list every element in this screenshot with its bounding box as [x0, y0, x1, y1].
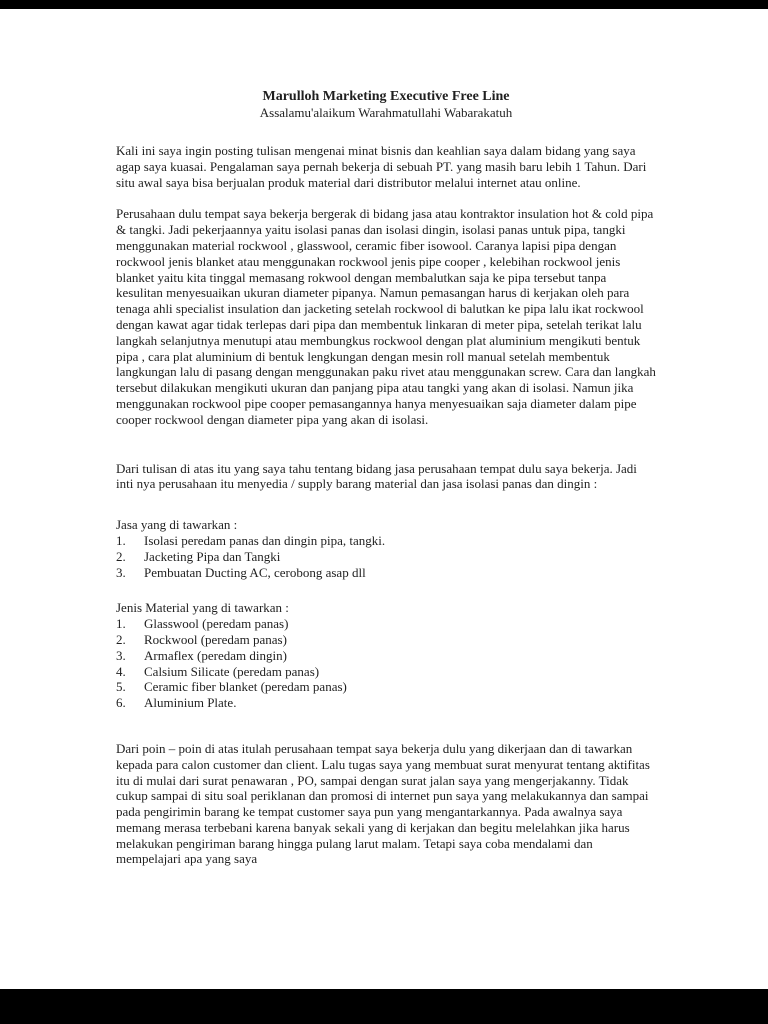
- paragraph-intro: Kali ini saya ingin posting tulisan mengenai minat bisnis dan keahlian saya dalam bidang yang saya agap saya kuasai. Pengalaman saya pernah bekerja di sebuah PT. yang masih baru lebih 1 Tahun. Dari situ awal saya bisa berjualan produk material dari distributor melalui internet atau online.: [116, 143, 647, 190]
- list-item-text: Calsium Silicate (peredam panas): [144, 663, 320, 679]
- material-list-item: [116, 664, 656, 680]
- letterbox-bottom: [0, 989, 768, 1024]
- list-item-text: Isolasi peredam panas dan dingin pipa, tangki.: [144, 532, 386, 548]
- page-title: Marulloh Marketing Executive Free Line: [262, 89, 510, 104]
- list-item-number: 1.: [116, 616, 126, 632]
- list-item-text: Pembuatan Ducting AC, cerobong asap dll: [144, 564, 366, 580]
- services-section: [116, 517, 656, 580]
- list-item-text: Aluminium Plate.: [144, 695, 237, 711]
- material-list-item: [116, 695, 656, 711]
- letterbox-top: [0, 0, 768, 9]
- material-list-item: [116, 632, 656, 648]
- list-item-text: Rockwool (peredam panas): [144, 631, 287, 647]
- paragraph-company-experience: Perusahaan dulu tempat saya bekerja bergerak di bidang jasa atau kontraktor insulation hot & cold pipa & tangki. Jadi pekerjaannya yaitu isolasi panas dan isolasi dingin, isolasi panas untuk pipa, tangki menggunakan material rockwool , glasswool, ceramic fiber isowool. Caranya lapisi pipa dengan rockwool jenis blanket atau menggunakan rockwool jenis pipe cooper , kelebihan rockwool jenis blanket yaitu kita tinggal memasang rokwool dengan membalutkan saja ke pipa tersebut tanpa kesulitan menyesuaikan ukuran diameter pipanya. Namun pemasangan harus di kerjakan oleh para tenaga ahli specialist insulation dan jacketing setelah rockwool di balutkan ke pipa lalu ikat rockwool dengan kawat agar tidak terlepas dari pipa dan membentuk linkaran di meter pipa, setelah terikat lalu langkah selanjutnya menutupi atau membungkus rockwool dengan plat aluminium mengikuti bentuk pipa , cara plat aluminium di bentuk lengkungan dengan mesin roll manual setelah membentuk langkungan lalu di pasang dengan menggunakan paku rivet atau menggunakan screw. Cara dan langkah tersebut dilakukan mengikuti ukuran dan panjang pipa atau tangki yang akan di isolasi. Namun jika menggunakan rockwool pipe cooper pemasangannya hanya menyesuaikan saja diameter dalam pipe cooper rockwool dengan diameter pipa yang akan di isolasi.: [116, 206, 656, 427]
- list-item-number: 1.: [116, 532, 126, 548]
- service-list-item: [116, 533, 656, 549]
- list-item-number: 5.: [116, 679, 126, 695]
- page-subtitle: Assalamu'alaikum Warahmatullahi Wabarakatuh: [259, 105, 513, 120]
- list-item-number: 2.: [116, 548, 126, 564]
- services-heading: Jasa yang di tawarkan :: [116, 517, 238, 533]
- material-list-item: [116, 679, 656, 695]
- list-item-number: 3.: [116, 647, 126, 663]
- list-item-text: Ceramic fiber blanket (peredam panas): [144, 679, 347, 695]
- material-list-item: [116, 616, 656, 632]
- list-item-text: Armaflex (peredam dingin): [144, 647, 287, 663]
- material-list-item: [116, 648, 656, 664]
- list-item-number: 3.: [116, 564, 126, 580]
- service-list-item: [116, 565, 656, 581]
- document-page: [0, 9, 768, 989]
- list-item-number: 2.: [116, 631, 126, 647]
- materials-heading: Jenis Material yang di tawarkan :: [116, 600, 289, 616]
- list-item-text: Jacketing Pipa dan Tangki: [144, 548, 281, 564]
- materials-section: [116, 600, 656, 711]
- paragraph-summary: Dari tulisan di atas itu yang saya tahu tentang bidang jasa perusahaan tempat dulu saya bekerja. Jadi inti nya perusahaan itu menyedia / supply barang material dan jasa isolasi panas dan dingin :: [116, 460, 637, 492]
- list-item-text: Glasswool (peredam panas): [144, 616, 289, 632]
- service-list-item: [116, 549, 656, 565]
- paragraph-closing: Dari poin – poin di atas itulah perusahaan tempat saya bekerja dulu yang dikerjaan dan di tawarkan kepada para calon customer dan client. Lalu tugas saya yang membuat surat menyurat tentang aktifitas itu di mulai dari surat penawaran , PO, sampai dengan surat jalan saya yang mengerjakanny. Tidak cukup sampai di situ soal periklanan dan promosi di internet pun saya yang melakukannya dan sampai pada pengirimin barang ke tempat customer saya pun yang mengantarkannya. Pada awalnya saya memang merasa terbebani karena banyak sekali yang di kerjakan dan begitu melelahkan jika harus melakukan pengiriman barang hingga pulang larut malam. Tetapi saya coba mendalami dan mempelajari apa yang saya: [116, 740, 650, 867]
- list-item-number: 4.: [116, 663, 126, 679]
- document-header: [116, 89, 656, 121]
- list-item-number: 6.: [116, 695, 126, 711]
